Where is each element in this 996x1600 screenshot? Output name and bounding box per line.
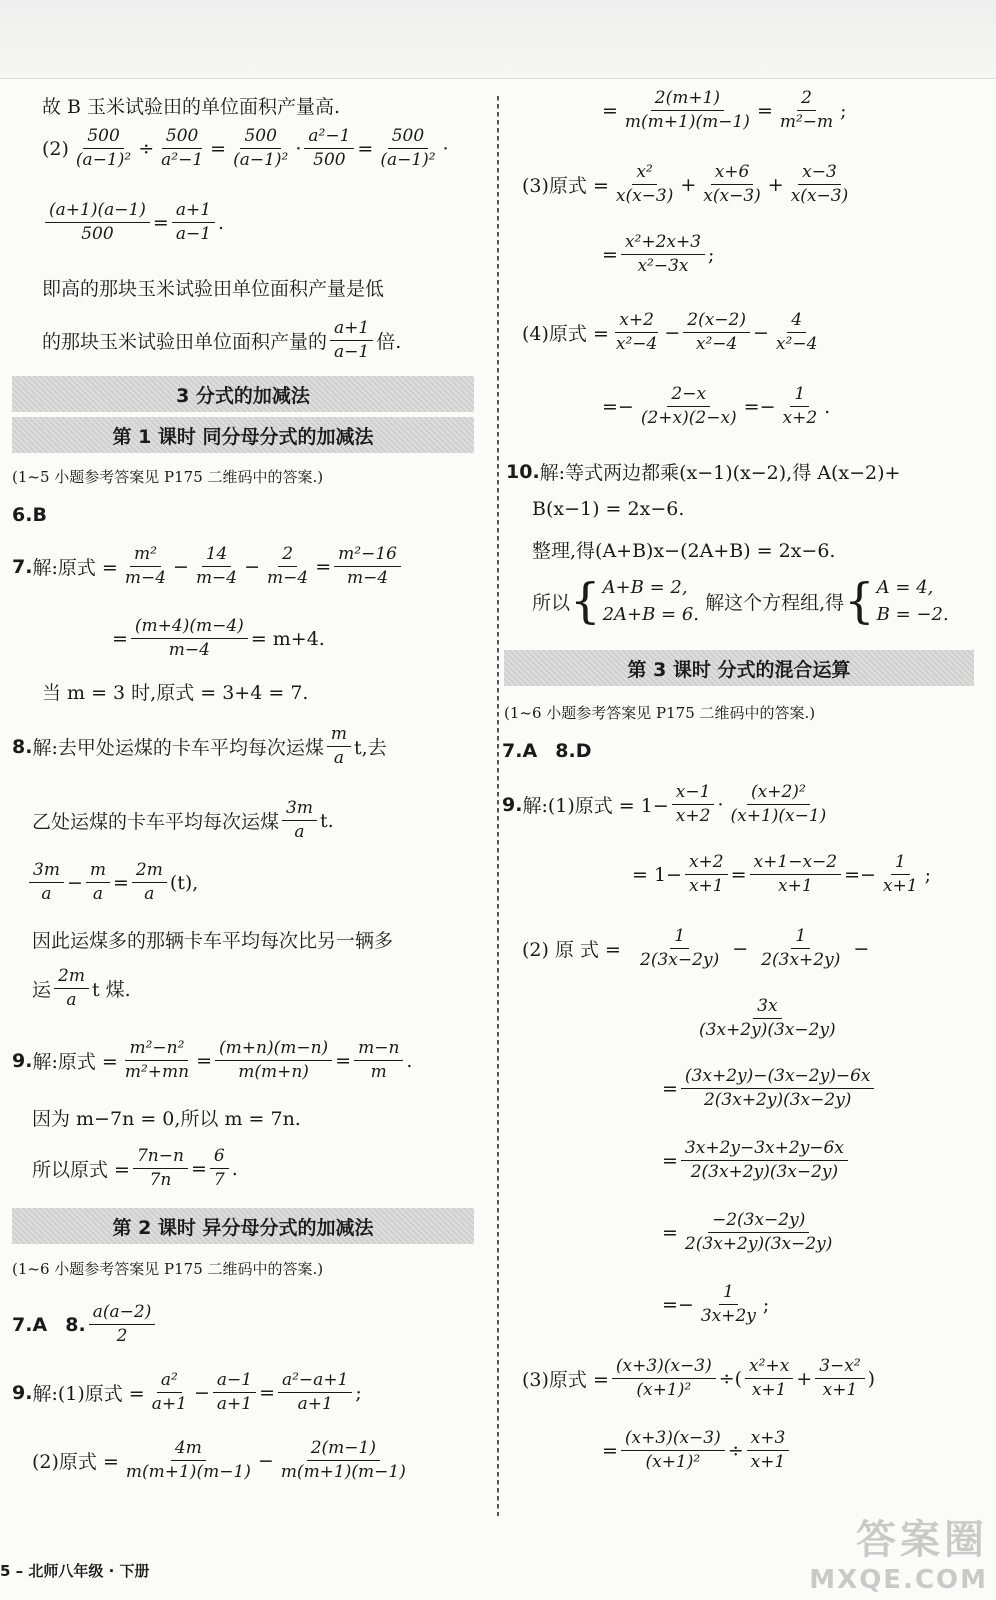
answer-8: 8. 解:去甲处运煤的卡车平均每次运煤 $\frac{m}{a}$ t,去 bbox=[12, 724, 387, 769]
text-line: 因为 m−7n = 0,所以 m = 7n. bbox=[32, 1108, 301, 1130]
text-line: B(x−1) = 2x−6. bbox=[532, 498, 685, 520]
equation-line: = $\frac{(x+3)(x-3)}{\text{(x+1)²}}$ ÷ $\frac{x+3}{x+1}$ bbox=[602, 1428, 792, 1474]
equation-line: (4)原式 = $\frac{x+2}{\text{x²−4}}$ − $\frac{2(x-2)}{\text{x²−4}}$ − $\frac{4}{\text{x²−4}}$ bbox=[522, 310, 818, 355]
note: (1~6 小题参考答案见 P175 二维码中的答案.) bbox=[12, 1260, 324, 1278]
equation-line: = $\frac{(3x+2y)-(3x-2y)-6x}{2(3x+2y)(3x-2y)}$ bbox=[662, 1066, 877, 1112]
answer-9: 9. 解:(1)原式 = 1− $\frac{x-1}{x+2}$ · $\frac{\text{(x+2)²}}{(x+1)(x-1)}$ bbox=[502, 782, 827, 827]
answer-7: 7. 解:原式 = $\frac{\text{m²}}{m-4}$ − $\frac{14}{m-4}$ − $\frac{2}{m-4}$ = $\frac{\text{m²−16}}{m-4}$ bbox=[12, 544, 404, 590]
equation-line: $\frac{3x}{(3x+2y)(3x-2y)}$ bbox=[699, 996, 836, 1041]
answer-7-8: 7.A 8. $\frac{a(a-2)}{2}$ bbox=[12, 1302, 158, 1348]
text-line: 当 m = 3 时,原式 = 3+4 = 7. bbox=[42, 682, 309, 704]
lesson-header: 第 2 课时 异分母分式的加减法 bbox=[12, 1208, 474, 1244]
equation-line: (2) $\frac{500}{\text{(a−1)²}}$ ÷ $\frac{500}{\text{a²−1}}$ = $\frac{500}{\text{(a−1)²}}$ · $\frac{\text{a²−1}}{500}$ = $\frac{500}{\text{(a−1)²}}$ · bbox=[42, 126, 449, 171]
equation-line: 所以原式 = $\frac{7n-n}{7n}$ = $\frac{6}{7}$ . bbox=[32, 1146, 238, 1191]
text-line: 故 B 玉米试验田的单位面积产量高. bbox=[42, 96, 341, 118]
text-line: 整理,得(A+B)x−(2A+B) = 2x−6. bbox=[532, 540, 836, 562]
equation-line: = $\frac{2(m+1)}{m(m+1)(m-1)}$ = $\frac{2}{\text{m²−m}}$ ; bbox=[602, 88, 847, 133]
lesson-header: 第 1 课时 同分母分式的加减法 bbox=[12, 417, 474, 453]
answer-9: 9. 解:原式 = $\frac{\text{m²−n²}}{\text{m²+mn}}$ = $\frac{(m+n)(m-n)}{m(m+n)}$ = $\frac{m-n}{m}$ . bbox=[12, 1038, 413, 1083]
text-line: 运 $\frac{2m}{a}$ t 煤. bbox=[32, 966, 131, 1011]
equation-line: 所以 { A+B = 2, 2A+B = 6. 解这个方程组,得 { A = 4, B = −2. bbox=[532, 573, 949, 629]
page-footer: 5 – 北师八年级 · 下册 bbox=[0, 1562, 150, 1580]
equation-line: =− $\frac{2-x}{(2+x)(2-x)}$ =− $\frac{1}{x+2}$ . bbox=[602, 384, 831, 429]
text-line: 因此运煤多的那辆卡车平均每次比另一辆多 bbox=[32, 930, 394, 952]
equation-line: (3)原式 = $\frac{\text{x²}}{x(x-3)}$ + $\frac{x+6}{x(x-3)}$ + $\frac{x-3}{x(x-3)}$ bbox=[522, 162, 849, 207]
answer-10: 10. 解:等式两边都乘(x−1)(x−2),得 A(x−2)+ bbox=[506, 460, 901, 484]
watermark: 答案圈 MXQE.COM bbox=[809, 1517, 988, 1595]
equation-line: = 1− $\frac{x+2}{x+1}$ = $\frac{x+1-x-2}{x+1}$ =− $\frac{1}{x+1}$ ; bbox=[632, 852, 931, 897]
note: (1~6 小题参考答案见 P175 二维码中的答案.) bbox=[504, 704, 816, 722]
lesson-header: 第 3 课时 分式的混合运算 bbox=[504, 650, 974, 686]
answer-9b: 9. 解:(1)原式 = $\frac{\text{a²}}{a+1}$ − $\frac{a-1}{a+1}$ = $\frac{\text{a²−a+1}}{a+1}$ ; bbox=[12, 1370, 362, 1415]
equation-line: =− $\frac{1}{3x+2y}$ ; bbox=[662, 1282, 770, 1327]
equation-line: = $\frac{-2(3x-2y)}{2(3x+2y)(3x-2y)}$ bbox=[662, 1210, 833, 1255]
section-header: 3 分式的加减法 bbox=[12, 376, 474, 412]
equation-line: (2)原式 = $\frac{4m}{m(m+1)(m-1)}$ − $\frac{2(m-1)}{m(m+1)(m-1)}$ bbox=[32, 1438, 406, 1483]
equation-line: (2) 原 式 = $\frac{1}{2(3x-2y)}$ − $\frac{1}{2(3x+2y)}$ − bbox=[522, 926, 870, 971]
equation-line: (3)原式 = $\frac{(x+3)(x-3)}{\text{(x+1)²}}$ ÷( $\frac{\text{x²+x}}{x+1}$ + $\frac{\text{3−x²}}{x+1}$ ) bbox=[522, 1356, 876, 1401]
column-divider bbox=[497, 96, 499, 1516]
equation-line: $\frac{3m}{a}$ − $\frac{m}{a}$ = $\frac{2m}{a}$ (t), bbox=[26, 860, 198, 906]
answer-6: 6.B bbox=[12, 504, 47, 526]
text-line: 即高的那块玉米试验田单位面积产量是低 bbox=[42, 278, 385, 300]
equation-line: $\frac{(a+1)(a-1)}{500}$ = $\frac{a+1}{a-1}$ . bbox=[42, 200, 224, 246]
text-line: 的那块玉米试验田单位面积产量的 $\frac{a+1}{a-1}$ 倍. bbox=[42, 318, 402, 363]
equation-line: = $\frac{(m+4)(m-4)}{m-4}$ = m+4. bbox=[112, 616, 325, 661]
note: (1~5 小题参考答案见 P175 二维码中的答案.) bbox=[12, 468, 324, 486]
equation-line: = $\frac{\text{x²+2x+3}}{\text{x²−3x}}$ ; bbox=[602, 232, 715, 277]
page-top-margin bbox=[0, 0, 996, 79]
text-line: 乙处运煤的卡车平均每次运煤 $\frac{3m}{a}$ t. bbox=[32, 798, 334, 843]
answer-7-8: 7.A 8.D bbox=[502, 740, 592, 762]
equation-line: = $\frac{3x+2y-3x+2y-6x}{2(3x+2y)(3x-2y)}$ bbox=[662, 1138, 851, 1184]
